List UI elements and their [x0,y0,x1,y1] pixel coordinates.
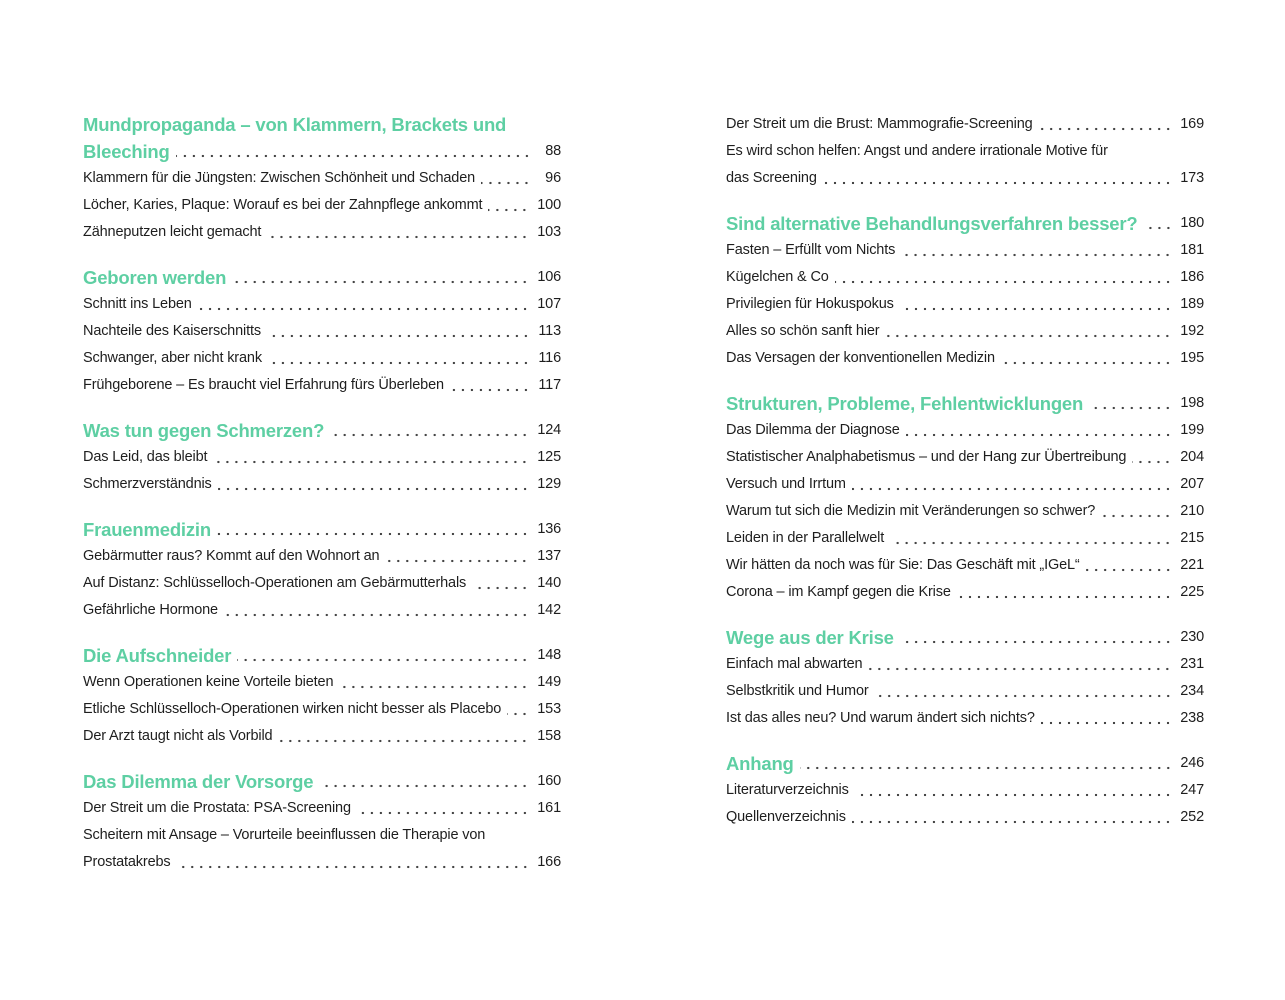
heading-text: Das Dilemma der Vorsorge [83,771,314,792]
page-number: 149 [537,674,561,690]
toc-line [83,440,561,467]
entry-text: Schwanger, aber nicht krank [83,350,262,366]
entry-text: Leiden in der Parallelwelt [726,530,885,546]
page-number: 225 [1180,584,1204,600]
toc-line [83,215,561,242]
dot-leader [1001,361,1172,365]
page-number: 136 [537,521,561,537]
toc-entry [83,566,561,593]
page-number: 124 [537,422,561,438]
toc-entry [83,818,561,872]
toc-line [83,161,561,188]
toc-line [726,287,1204,314]
entry-text: Selbstkritik und Humor [726,683,869,699]
entry-text: Scheitern mit Ansage – Vorurteile beeinflussen die Therapie von [83,827,486,843]
page-number: 106 [537,269,561,285]
toc-line [83,341,561,368]
dot-leader [885,334,1172,338]
toc-line [726,800,1204,827]
toc-entry [83,593,561,620]
toc-entry [726,260,1204,287]
entry-text: Statistischer Analphabetismus – und der Hang zur Übertreibung [726,449,1127,465]
toc-section-heading [83,764,561,791]
page-number: 169 [1180,116,1204,132]
dot-leader [875,694,1173,698]
toc-entry [83,467,561,494]
toc-entry [726,548,1204,575]
dot-leader [176,154,531,158]
dot-leader [852,820,1172,824]
toc-section-heading [726,386,1204,413]
dot-leader [1089,406,1172,410]
toc-line [726,440,1204,467]
toc-line [83,845,561,872]
toc-entry [726,521,1204,548]
page-number: 116 [538,350,561,366]
page-number: 142 [537,602,561,618]
toc-line [726,773,1204,800]
toc-line [83,314,561,341]
toc-entry [726,233,1204,260]
toc-line [83,818,561,845]
page-number: 153 [537,701,561,717]
entry-text: Ist das alles neu? Und warum ändert sich nichts? [726,710,1035,726]
toc-line [83,107,561,134]
toc-entry [726,287,1204,314]
toc-line [83,665,561,692]
toc-entry [726,575,1204,602]
entry-text: Prostatakrebs [83,854,171,870]
toc-line [726,314,1204,341]
dot-leader [237,658,529,662]
toc-section-heading [83,260,561,287]
toc-entry [726,314,1204,341]
entry-text: Klammern für die Jüngsten: Zwischen Schönheit und Schaden [83,170,476,186]
toc-line [83,368,561,395]
entry-text: Schnitt ins Leben [83,296,192,312]
entry-text: Kügelchen & Co [726,269,829,285]
toc-entry [83,539,561,566]
dot-leader [330,433,529,437]
page-number: 231 [1180,656,1204,672]
page-number: 158 [537,728,561,744]
entry-text: Wenn Operationen keine Vorteile bieten [83,674,334,690]
toc-entry [83,215,561,242]
entry-text: das Screening [726,170,817,186]
entry-text: Der Streit um die Brust: Mammografie-Screening [726,116,1033,132]
page-number: 198 [1180,395,1204,411]
entry-text: Wir hätten da noch was für Sie: Das Geschäft mit „IGeL“ [726,557,1080,573]
dot-leader [906,433,1173,437]
heading-text: Strukturen, Probleme, Fehlentwicklungen [726,393,1084,414]
page-number: 181 [1180,242,1204,258]
entry-text: Gebärmutter raus? Kommt auf den Wohnort an [83,548,380,564]
toc-entry [83,287,561,314]
dot-leader [957,595,1172,599]
toc-line [726,386,1204,413]
dot-leader [177,865,530,869]
page-number: 117 [538,377,561,393]
toc-entry [83,161,561,188]
toc-entry [83,665,561,692]
toc-line [726,206,1204,233]
page-number: 199 [1180,422,1204,438]
toc-line [726,746,1204,773]
toc-line [726,467,1204,494]
toc-section-heading [83,638,561,665]
dot-leader [319,784,529,788]
page-number: 113 [538,323,561,339]
page-number: 192 [1180,323,1204,339]
toc-line [83,539,561,566]
dot-leader [267,235,529,239]
page-number: 204 [1180,449,1204,465]
dot-leader [507,712,529,716]
entry-text: Nachteile des Kaiserschnitts [83,323,261,339]
toc-line [83,413,561,440]
entry-text: Etliche Schlüsselloch-Operationen wirken nicht besser als Placebo [83,701,502,717]
page-number: 173 [1180,170,1204,186]
toc-entry [726,773,1204,800]
dot-leader [900,640,1173,644]
toc-line [83,188,561,215]
dot-leader [1039,127,1173,131]
dot-leader [890,541,1172,545]
toc-line [83,719,561,746]
page-number: 161 [537,800,561,816]
page-number: 221 [1180,557,1204,573]
page-number: 129 [537,476,561,492]
page-number: 103 [537,224,561,240]
heading-text: Die Aufschneider [83,645,232,666]
heading-text: Sind alternative Behandlungsverfahren besser? [726,213,1138,234]
dot-leader [278,739,529,743]
toc-line [83,287,561,314]
entry-text: Zähneputzen leicht gemacht [83,224,262,240]
entry-text: Privilegien für Hokuspokus [726,296,894,312]
dot-leader [835,280,1173,284]
toc-line [83,791,561,818]
entry-text: Quellenverzeichnis [726,809,846,825]
toc-entry [83,440,561,467]
toc-section-heading [726,746,1204,773]
toc-line [83,566,561,593]
toc-line [83,764,561,791]
toc-line [726,494,1204,521]
entry-text: Einfach mal abwarten [726,656,863,672]
toc-line [83,134,561,161]
toc-entry [83,791,561,818]
toc-entry [726,107,1204,134]
entry-text: Es wird schon helfen: Angst und andere irrationale Motive für [726,143,1108,159]
dot-leader [232,280,529,284]
entry-text: Gefährliche Hormone [83,602,218,618]
entry-text: Frühgeborene – Es braucht viel Erfahrung fürs Überleben [83,377,444,393]
toc-entry [726,413,1204,440]
entry-text: Warum tut sich die Medizin mit Veränderungen so schwer? [726,503,1096,519]
heading-text: Wege aus der Krise [726,627,894,648]
dot-leader [823,181,1173,185]
toc-line [726,341,1204,368]
heading-text: Geboren werden [83,267,227,288]
toc-line [83,638,561,665]
entry-text: Auf Distanz: Schlüsselloch-Operationen am Gebärmutterhals [83,575,467,591]
toc-section-heading [83,512,561,539]
dot-leader [901,253,1172,257]
toc-entry [83,314,561,341]
dot-leader [267,334,530,338]
toc-line [726,521,1204,548]
heading-text: Was tun gegen Schmerzen? [83,420,325,441]
page-number: 186 [1180,269,1204,285]
dot-leader [472,586,529,590]
dot-leader [198,307,530,311]
page-number: 125 [537,449,561,465]
dot-leader [385,559,529,563]
dot-leader [855,793,1173,797]
dot-leader [357,811,529,815]
dot-leader [217,532,529,536]
dot-leader [481,181,531,185]
toc-entry [83,692,561,719]
toc-entry [726,701,1204,728]
toc-line [726,233,1204,260]
entry-text: Der Arzt taugt nicht als Vorbild [83,728,273,744]
entry-text: Das Dilemma der Diagnose [726,422,900,438]
toc-entry [726,134,1204,188]
heading-text: Anhang [726,753,794,774]
toc-entry [83,188,561,215]
dot-leader [1041,721,1173,725]
toc-entry [726,494,1204,521]
entry-text: Fasten – Erfüllt vom Nichts [726,242,896,258]
toc-line [726,620,1204,647]
page-number: 137 [537,548,561,564]
dot-leader [450,388,530,392]
toc-line [726,548,1204,575]
toc-entry [726,647,1204,674]
dot-leader [213,460,529,464]
toc-entry [83,368,561,395]
page-number: 166 [537,854,561,870]
dot-leader [852,487,1172,491]
toc-entry [726,467,1204,494]
toc-line [726,260,1204,287]
page-number: 252 [1180,809,1204,825]
dot-leader [1101,514,1172,518]
page-number: 230 [1180,629,1204,645]
heading-text: Bleeching [83,141,170,162]
entry-text: Literaturverzeichnis [726,782,849,798]
page-number: 148 [537,647,561,663]
toc-entry [726,800,1204,827]
toc-section-heading [726,206,1204,233]
page-number: 96 [545,170,561,186]
toc-entry [726,674,1204,701]
entry-text: Schmerzverständnis [83,476,212,492]
dot-leader [268,361,530,365]
entry-text: Der Streit um die Prostata: PSA-Screening [83,800,351,816]
heading-text: Frauenmedizin [83,519,211,540]
page-number: 100 [537,197,561,213]
entry-text: Corona – im Kampf gegen die Krise [726,584,951,600]
dot-leader [1144,226,1173,230]
page-number: 195 [1180,350,1204,366]
dot-leader [488,208,529,212]
entry-text: Versuch und Irrtum [726,476,846,492]
toc-entry [83,719,561,746]
entry-text: Löcher, Karies, Plaque: Worauf es bei der Zahnpflege ankommt [83,197,483,213]
toc-line [726,647,1204,674]
page-number: 210 [1180,503,1204,519]
entry-text: Das Leid, das bleibt [83,449,208,465]
toc-section-heading [83,413,561,440]
dot-leader [800,766,1173,770]
toc-line [83,260,561,287]
toc-line [83,512,561,539]
page-number: 180 [1180,215,1204,231]
toc-line [83,593,561,620]
page-number: 238 [1180,710,1204,726]
page-number: 207 [1180,476,1204,492]
toc-line [726,161,1204,188]
dot-leader [218,487,530,491]
dot-leader [339,685,529,689]
toc-line [83,467,561,494]
toc-entry [83,341,561,368]
toc-line [726,413,1204,440]
page-number: 160 [537,773,561,789]
dot-leader [900,307,1172,311]
toc-section-heading [726,620,1204,647]
page-number: 234 [1180,683,1204,699]
dot-leader [868,667,1172,671]
toc-line [726,701,1204,728]
page-number: 107 [537,296,561,312]
toc-line [726,674,1204,701]
toc-entry [726,341,1204,368]
toc-line [726,575,1204,602]
page-number: 215 [1180,530,1204,546]
toc-entry [726,440,1204,467]
page-number: 246 [1180,755,1204,771]
dot-leader [1086,568,1173,572]
toc-line [83,692,561,719]
page-number: 88 [545,143,561,159]
dot-leader [224,613,529,617]
page-number: 140 [537,575,561,591]
dot-leader [1132,460,1172,464]
entry-text: Alles so schön sanft hier [726,323,880,339]
entry-text: Das Versagen der konventionellen Medizin [726,350,995,366]
toc-line [726,107,1204,134]
toc-section-heading [83,107,561,161]
heading-text: Mundpropaganda – von Klammern, Brackets und [83,114,507,135]
page-number: 247 [1180,782,1204,798]
page-number: 189 [1180,296,1204,312]
toc-line [726,134,1204,161]
